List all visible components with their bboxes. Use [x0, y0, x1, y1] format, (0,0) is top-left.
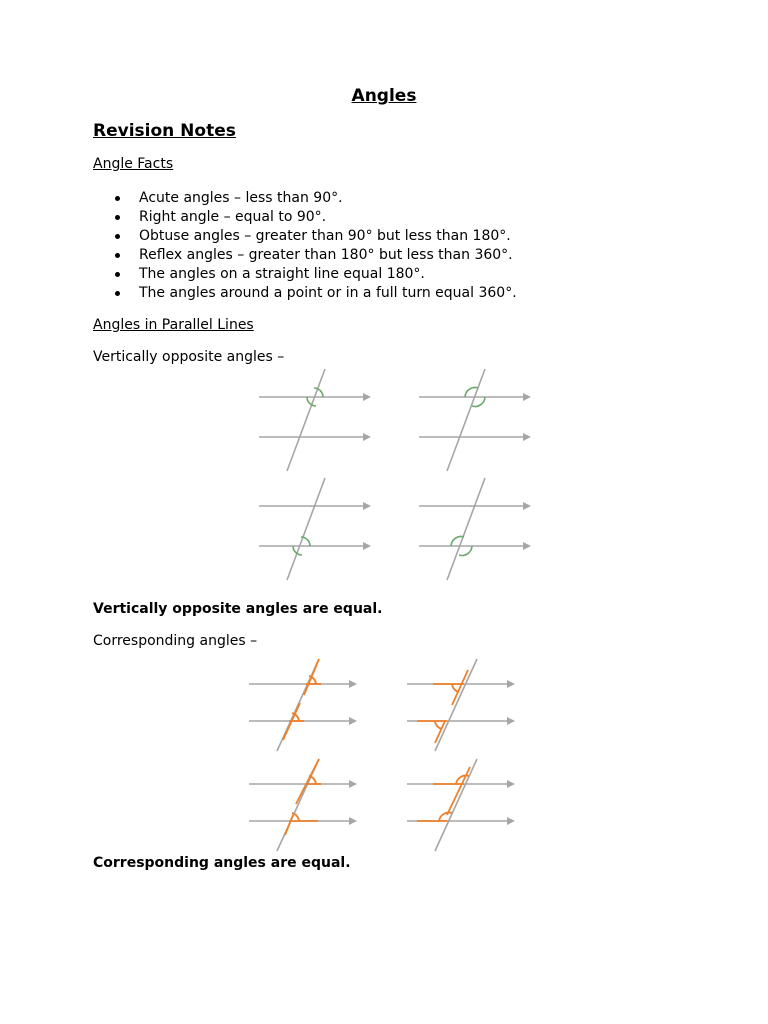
fact-text: Reflex angles – greater than 180° but less than 360°. [139, 247, 513, 263]
list-item [93, 284, 517, 303]
revision-notes-heading: Revision Notes [93, 121, 236, 141]
corresponding-diagram-1 [245, 655, 365, 755]
fact-text: The angles on a straight line equal 180°. [139, 266, 425, 282]
fact-text: Obtuse angles – greater than 90° but less than 180°. [139, 228, 511, 244]
parallel-lines-heading: Angles in Parallel Lines [93, 317, 254, 333]
list-item [93, 189, 517, 208]
list-item [93, 227, 517, 246]
bullet-icon [115, 253, 120, 258]
list-item [93, 246, 517, 265]
vertical-diagram-2 [415, 365, 535, 475]
bullet-icon [115, 234, 120, 239]
corresponding-diagram-3 [245, 755, 365, 855]
fact-text: The angles around a point or in a full turn equal 360°. [139, 285, 517, 301]
bullet-icon [115, 196, 120, 201]
bullet-icon [115, 215, 120, 220]
vertically-opposite-conclusion: Vertically opposite angles are equal. [93, 601, 383, 617]
corresponding-diagram-2 [403, 655, 523, 755]
fact-text: Acute angles – less than 90°. [139, 190, 343, 206]
vertical-diagram-3 [255, 474, 375, 584]
bullet-icon [115, 291, 120, 296]
vertical-diagram-4 [415, 474, 535, 584]
angle-facts-heading: Angle Facts [93, 156, 174, 172]
corresponding-diagram-4 [403, 755, 523, 855]
vertically-opposite-intro: Vertically opposite angles – [93, 349, 285, 365]
list-item [93, 208, 517, 227]
bullet-icon [115, 272, 120, 277]
vertical-diagram-1 [255, 365, 375, 475]
corresponding-intro: Corresponding angles – [93, 633, 258, 649]
list-item [93, 265, 517, 284]
fact-text: Right angle – equal to 90°. [139, 209, 327, 225]
corresponding-conclusion: Corresponding angles are equal. [93, 855, 351, 871]
page-title: Angles [351, 86, 417, 106]
angle-facts-list [93, 189, 517, 303]
